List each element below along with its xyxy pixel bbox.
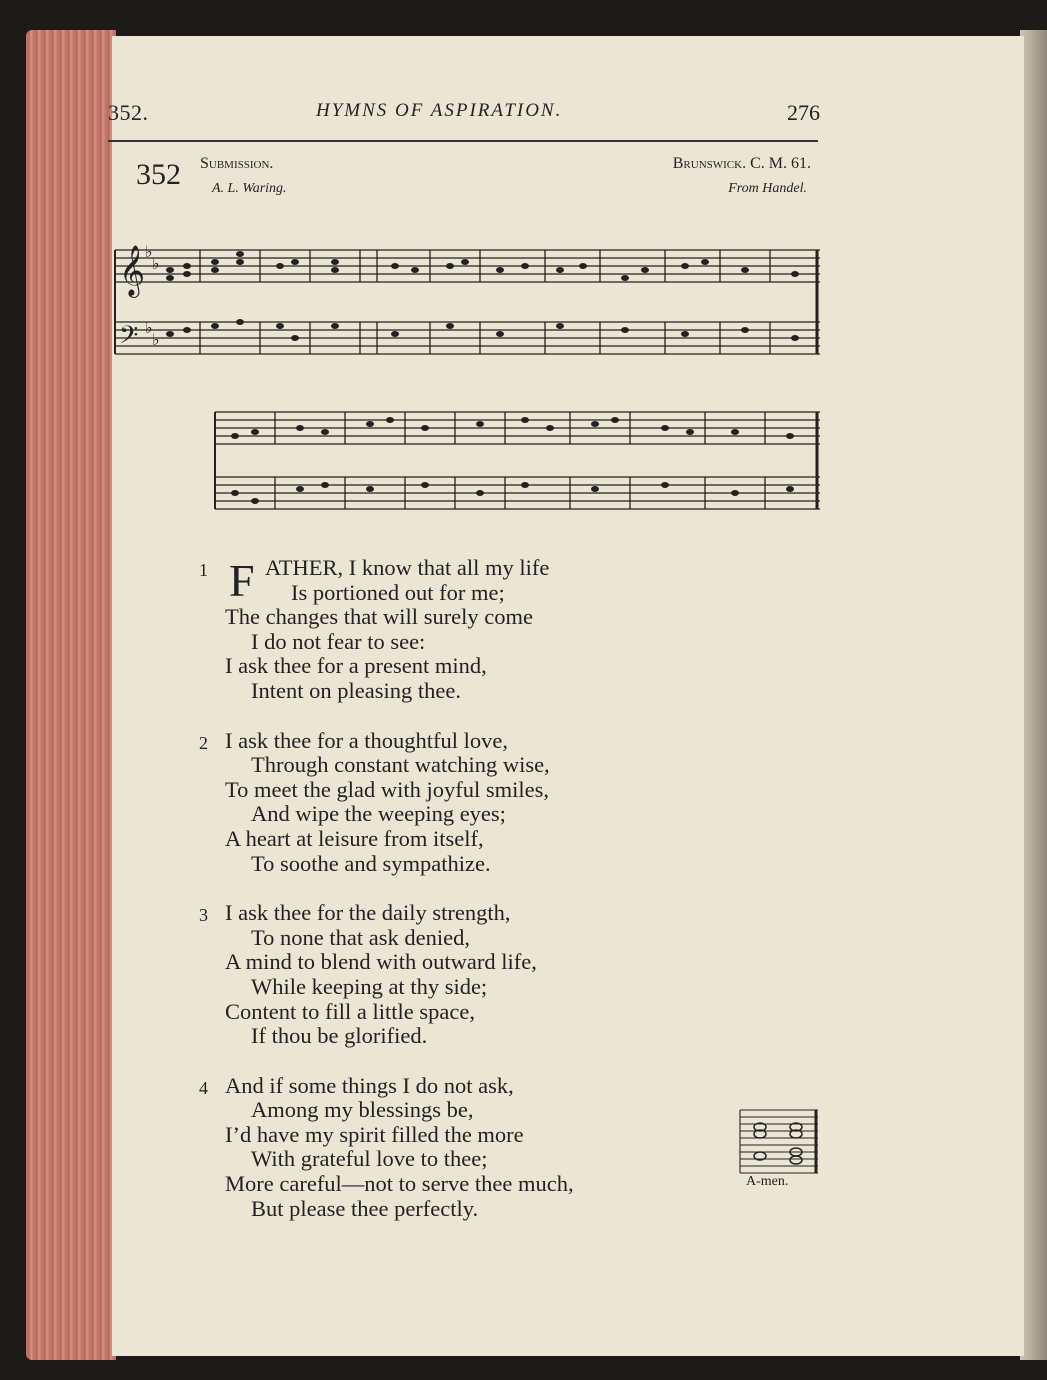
verse-line: Content to fill a little space, [225, 998, 475, 1024]
running-head-hymn-number: 352. [108, 100, 149, 125]
verse-number: 3 [199, 905, 208, 926]
svg-text:♭: ♭ [152, 330, 160, 349]
verse-line: More careful—not to serve thee much, [225, 1171, 574, 1197]
verse-line: While keeping at thy side; [251, 973, 488, 999]
verse-line: Among my blessings be, [251, 1097, 474, 1123]
verse-number: 1 [199, 560, 208, 580]
treble-clef-icon: 𝄞 [119, 245, 146, 296]
verse-line: ATHER, I know that all my life [265, 555, 550, 580]
tune-name: Brunswick. C. M. 61. [672, 155, 811, 172]
verse-line: To soothe and sympathize. [251, 850, 491, 876]
svg-text:♭: ♭ [152, 254, 160, 273]
tune-composer: From Handel. [728, 181, 807, 196]
running-head [108, 100, 818, 136]
verse-line: A heart at leisure from itself, [225, 825, 484, 851]
verse-1 [199, 555, 705, 704]
amen-score [738, 1080, 848, 1180]
verse-line: Intent on pleasing thee. [251, 677, 461, 703]
verse-line: The changes that will surely come [225, 604, 534, 630]
verse-3 [199, 900, 705, 1049]
bass-staff-2 [215, 477, 820, 509]
verse-line: If thou be glorified. [251, 1023, 428, 1049]
verse-number: 2 [199, 732, 208, 753]
verse-line: A mind to blend with outward life, [225, 949, 537, 975]
running-head-title: HYMNS OF ASPIRATION. [316, 100, 563, 121]
book-gutter [1020, 30, 1047, 1360]
verse-line: I ask thee for a thoughtful love, [225, 727, 509, 753]
hymn-verses [199, 555, 705, 1246]
verse-2 [199, 727, 705, 877]
verse-line: I’d have my spirit filled the more [225, 1121, 524, 1147]
notes [166, 251, 799, 504]
verse-line: Through constant watching wise, [251, 752, 550, 778]
verse-line: With grateful love to thee; [251, 1146, 488, 1172]
treble-staff-2 [215, 412, 820, 444]
verse-line: And wipe the weeping eyes; [251, 801, 506, 827]
hymn-title: Submission. [200, 155, 274, 172]
page-edges [26, 30, 116, 1360]
hymn-author: A. L. Waring. [212, 181, 287, 196]
treble-staff-1 [115, 250, 820, 282]
music-score [105, 205, 825, 515]
hymn-number: 352 [136, 158, 181, 191]
verse-line: I ask thee for the daily strength, [225, 900, 511, 926]
verse-line: But please thee perfectly. [251, 1195, 479, 1221]
verse-number: 4 [199, 1077, 208, 1098]
svg-text:♭: ♭ [145, 242, 153, 261]
verse-line: To meet the glad with joyful smiles, [225, 776, 549, 802]
bass-clef-icon: 𝄢 [119, 321, 139, 356]
verse-line: To none that ask denied, [251, 924, 470, 950]
verse-line: And if some things I do not ask, [225, 1072, 514, 1098]
drop-cap: F [229, 555, 255, 606]
page-number: 276 [787, 100, 820, 125]
svg-text:♭: ♭ [145, 318, 153, 337]
verse-line: I ask thee for a present mind, [225, 653, 487, 679]
verse-4 [199, 1072, 705, 1222]
header-rule [108, 140, 818, 142]
verse-line: Is portioned out for me; [291, 579, 505, 605]
verse-line: I do not fear to see: [251, 628, 426, 654]
amen-label: A-men. [746, 1174, 789, 1189]
bass-staff-1 [115, 322, 820, 354]
